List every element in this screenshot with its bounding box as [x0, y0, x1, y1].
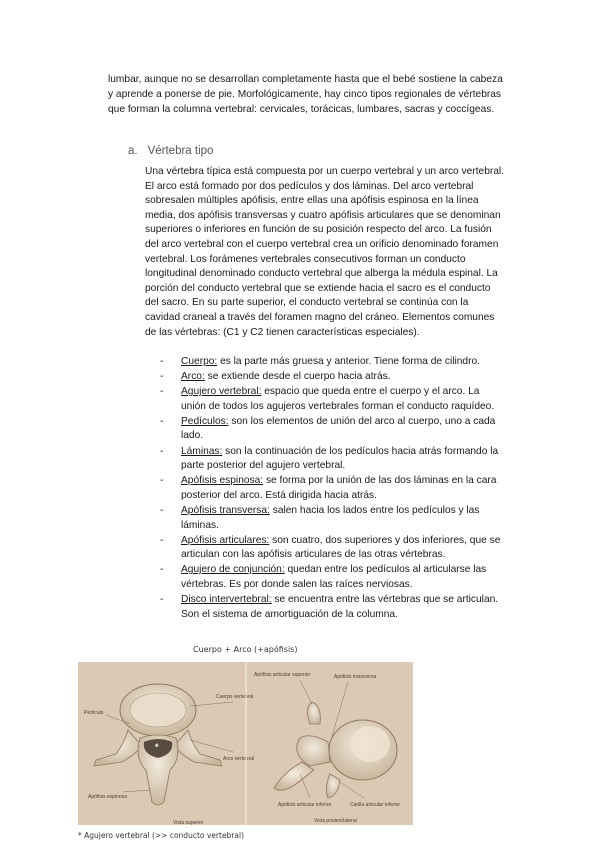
list-item: - Arco: se extiende desde el cuerpo hacia atrás.	[160, 371, 391, 383]
label-vista-superior: Vista superior	[173, 820, 204, 825]
list-item-term: Disco intervertebral:	[181, 594, 272, 605]
label-vista-lateral: Vista posterolateral	[314, 818, 357, 824]
label-cuerpo: Cuerpo vertebral	[216, 694, 254, 700]
figure-caption-bottom: * Agujero vertebral (>> conducto vertebral)	[78, 831, 245, 840]
figure-caption-top: Cuerpo + Arco (+apófisis)	[193, 645, 298, 654]
section-heading	[128, 145, 213, 157]
list-item-desc: salen hacia los lados entre los pedículos y las láminas.	[181, 504, 480, 531]
label-espinosa: Apófisis espinosa	[88, 794, 127, 800]
list-item-term: Cuerpo:	[181, 356, 218, 367]
list-item: - Cuerpo: es la parte más gruesa y anterior. Tiene forma de cilindro.	[160, 356, 480, 367]
list-item-term: Agujero vertebral:	[181, 386, 262, 398]
label-art-sup: Apófisis articular superior	[254, 672, 311, 678]
list-item: - Disco intervertebral: se encuentra entre las vértebras que se articulan. Son el sistema de amortiguación de la columna.	[160, 594, 499, 620]
list-item: - Pedículos: son los elementos de unión del arco al cuerpo, uno a cada lado.	[160, 415, 496, 442]
list-item-term: Apófisis transversa:	[181, 504, 270, 516]
list-item: - Apófisis transversa: salen hacia los lados entre los pedículos y las láminas.	[160, 504, 480, 531]
vertebral-foramen-marker: *	[155, 742, 159, 752]
label-transversa: Apófisis transversa	[334, 674, 377, 680]
list-item-desc: son los elementos de unión del arco al cuerpo, uno a cada lado.	[181, 415, 496, 442]
list-item-term: Agujero de conjunción:	[181, 564, 285, 576]
list-item-desc: se encuentra entre las vértebras que se articulan. Son el sistema de amortiguación de la columna.	[181, 594, 499, 620]
label-art-inf: Apófisis articular inferior	[278, 802, 332, 808]
list-item-desc: quedan entre los pedículos al articularse las vértebras. Es por donde salen las raíces nerviosas.	[181, 564, 487, 590]
section-title: Vértebra tipo	[147, 145, 214, 157]
list-item-desc: se forma por la unión de las dos láminas en la cara posterior del arco. Está dirigida hacia atrás.	[181, 475, 497, 501]
label-carilla: Carilla articular inferior	[350, 802, 401, 808]
elements-list	[160, 355, 505, 623]
intro-paragraph: lumbar, aunque no se desarrollan completamente hasta que el bebé sostiene la cabeza y aprende a ponerse de pie. Morfológicamente, hay cinco tipos regionales de vértebras que forman la columna vertebral: cervicales, torácicas, lumbares, sacras y coccígeas.	[108, 74, 503, 115]
label-pediculo: Pedículo	[84, 710, 104, 716]
vertebra-figure	[78, 662, 413, 825]
list-item-desc: se extiende desde el cuerpo hacia atrás.	[204, 371, 391, 383]
list-item-desc: son la continuación de los pedículos hacia atrás formando la parte posterior del agujero vertebral.	[181, 445, 499, 472]
list-item-term: Arco:	[181, 371, 205, 383]
list-item-term: Apófisis articulares:	[181, 534, 270, 546]
list-item-desc: son cuatro, dos superiores y dos inferiores, que se articulan con las apófisis articulares de las otras vértebras.	[181, 534, 501, 561]
vertebra-illustration	[78, 662, 413, 825]
list-item-desc: espacio que queda entre el cuerpo y el arco. La unión de todos los agujeros vertebrales forman el conducto raquídeo.	[181, 386, 495, 412]
list-item: - Agujero vertebral: espacio que queda entre el cuerpo y el arco. La unión de todos los agujeros vertebrales forman el conducto raquídeo.	[160, 386, 495, 412]
section-marker: a.	[128, 145, 138, 157]
label-arco: Arco vertebral	[223, 756, 255, 762]
body-paragraph: Una vértebra típica está compuesta por un cuerpo vertebral y un arco vertebral. El arco está formado por dos pedículos y dos láminas. Del arco vertebral sobresalen múltiples apófisis, entre ellas una apófisis espinosa en la línea media, dos apófisis transversas y cuatro apófisis articulares que se denominan superiores o inferiores en función de su posición respecto del arco. La fusión del arco vertebral con el cuerpo vertebral crea un orificio denominado foramen vertebral. Los forámenes vertebrales consecutivos forman un conducto longitudinal denominado conducto vertebral que alberga la médula espinal. La porción del conducto vertebral que se extiende hacia el sacro es el conducto del sacro. En su parte superior, el conducto vertebral se continúa con la cavidad craneal a través del foramen magno del cráneo. Elementos comunes de las vértebras: (C1 y C2 tienen características especiales).	[145, 166, 505, 338]
list-item: - Agujero de conjunción: quedan entre los pedículos al articularse las vértebras. Es por donde salen las raíces nerviosas.	[160, 564, 487, 590]
list-item-term: Pedículos:	[181, 415, 229, 427]
list-item-desc: es la parte más gruesa y anterior. Tiene forma de cilindro.	[217, 356, 480, 367]
list-item: - Apófisis espinosa: se forma por la unión de las dos láminas en la cara posterior del arco. Está dirigida hacia atrás.	[160, 475, 497, 501]
list-item-term: Láminas:	[181, 445, 223, 457]
list-item-term: Apófisis espinosa:	[181, 475, 264, 487]
list-item: - Apófisis articulares: son cuatro, dos superiores y dos inferiores, que se articulan con las apófisis articulares de las otras vértebras.	[160, 534, 501, 561]
list-item: - Láminas: son la continuación de los pedículos hacia atrás formando la parte posterior del agujero vertebral.	[160, 445, 499, 472]
